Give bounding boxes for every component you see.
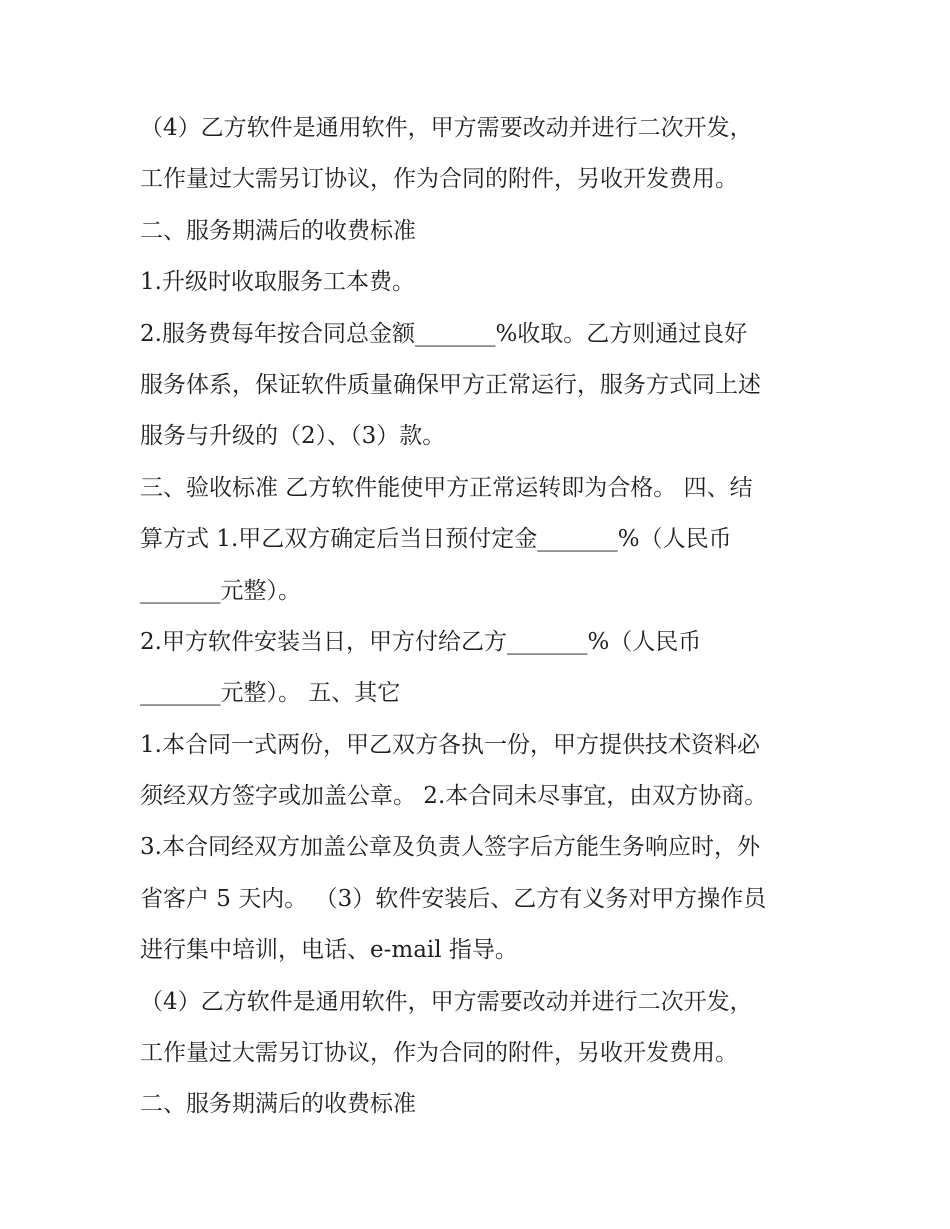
text-line: _______元整）。 五、其它 [140,680,401,707]
contract-body-text [140,103,820,1131]
text-line: 1.本合同一式两份，甲乙双方各执一份，甲方提供技术资料必 [140,731,760,758]
text-line: 2.服务费每年按合同总金额_______%收取。乙方则通过良好 [140,320,748,347]
section-heading: 二、服务期满后的收费标准 [140,1091,416,1118]
section-heading: 二、服务期满后的收费标准 [140,217,416,244]
text-line: （4）乙方软件是通用软件，甲方需要改动并进行二次开发， [140,988,753,1015]
text-line: 三、验收标准 乙方软件能使甲方正常运转即为合格。 四、结 [140,474,753,501]
text-line: （4）乙方软件是通用软件，甲方需要改动并进行二次开发， [140,115,753,141]
text-line: 服务与升级的（2）、（3）款。 [140,423,446,450]
text-line: 算方式 1.甲乙双方确定后当日预付定金_______%（人民币 [140,526,732,553]
text-line: 工作量过大需另订协议，作为合同的附件，另收开发费用。 [140,166,738,193]
text-line: 1.升级时收取服务工本费。 [140,269,415,296]
text-line: 3.本合同经双方加盖公章及负责人签字后方能生务响应时，外 [140,834,760,861]
text-line: 工作量过大需另订协议，作为合同的附件，另收开发费用。 [140,1040,738,1067]
text-line: 2.甲方软件安装当日，甲方付给乙方_______%（人民币 [140,628,702,655]
text-line: _______元整）。 [140,577,301,604]
text-line: 服务体系，保证软件质量确保甲方正常运行，服务方式同上述 [140,371,761,398]
text-line: 省客户 5 天内。 （3）软件安装后、乙方有义务对甲方操作员 [140,885,767,912]
text-line: 须经双方签字或加盖公章。 2.本合同未尽事宜，由双方协商。 [140,783,768,810]
text-line: 进行集中培训，电话、e-mail 指导。 [140,937,518,964]
